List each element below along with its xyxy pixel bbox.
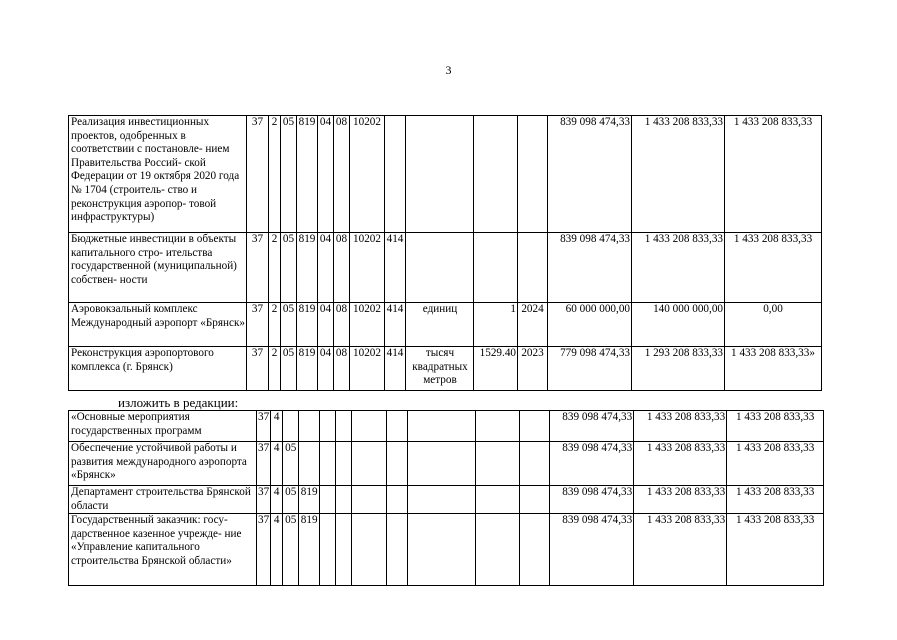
cell-c7 [352, 442, 387, 486]
cell-name: Аэровокзальный комплекс Международный аэропорт «Брянск» [69, 303, 247, 347]
cell-v1: 839 098 474,33 [550, 442, 634, 486]
cell-c1: 37 [257, 411, 271, 442]
table-row [69, 514, 824, 586]
cell-c4: 819 [297, 233, 318, 303]
cell-qty [476, 442, 520, 486]
cell-v2: 1 433 208 833,33 [634, 411, 727, 442]
cell-unit [408, 486, 476, 514]
cell-c7: 10202 [350, 303, 385, 347]
cell-c3: 05 [283, 486, 299, 514]
cell-unit: единиц [406, 303, 474, 347]
cell-qty [474, 116, 518, 233]
cell-c7: 10202 [350, 233, 385, 303]
cell-c4: 819 [297, 347, 318, 391]
cell-year [520, 486, 550, 514]
cell-v3: 1 433 208 833,33 [725, 116, 822, 233]
cell-c5: 04 [318, 347, 334, 391]
cell-qty [474, 233, 518, 303]
cell-c6: 08 [334, 303, 350, 347]
cell-c1: 37 [247, 116, 269, 233]
cell-c8 [387, 514, 408, 586]
cell-v2: 1 433 208 833,33 [634, 442, 727, 486]
cell-c6 [336, 486, 352, 514]
cell-v3: 1 433 208 833,33 [727, 486, 824, 514]
cell-year [520, 514, 550, 586]
cell-v3: 0,00 [725, 303, 822, 347]
cell-year [518, 233, 548, 303]
cell-c4 [299, 411, 320, 442]
cell-c2: 4 [271, 514, 283, 586]
cell-c6 [336, 442, 352, 486]
cell-c4: 819 [299, 486, 320, 514]
cell-c8 [387, 442, 408, 486]
cell-v1: 839 098 474,33 [548, 116, 632, 233]
cell-c3: 05 [283, 514, 299, 586]
cell-c2: 4 [271, 442, 283, 486]
table-row [69, 347, 822, 391]
cell-c4: 819 [299, 514, 320, 586]
page-number: 3 [445, 63, 452, 77]
cell-c3: 05 [281, 233, 297, 303]
cell-c5: 04 [318, 303, 334, 347]
cell-c8 [387, 486, 408, 514]
cell-qty: 1 [474, 303, 518, 347]
cell-qty [476, 514, 520, 586]
cell-c7: 10202 [350, 116, 385, 233]
cell-c5 [320, 486, 336, 514]
cell-c1: 37 [247, 233, 269, 303]
cell-v3: 1 433 208 833,33» [725, 347, 822, 391]
cell-c2: 2 [269, 116, 281, 233]
cell-c8: 414 [385, 347, 406, 391]
cell-v3: 1 433 208 833,33 [727, 411, 824, 442]
cell-c2: 4 [271, 486, 283, 514]
cell-c2: 2 [269, 347, 281, 391]
cell-c1: 37 [247, 347, 269, 391]
cell-year: 2023 [518, 347, 548, 391]
cell-c3: 05 [281, 347, 297, 391]
cell-v1: 60 000 000,00 [548, 303, 632, 347]
cell-v1: 779 098 474,33 [548, 347, 632, 391]
cell-v2: 1 433 208 833,33 [632, 116, 725, 233]
cell-c3 [283, 411, 299, 442]
cell-c2: 2 [269, 303, 281, 347]
cell-c2: 4 [271, 411, 283, 442]
cell-year [520, 442, 550, 486]
cell-name: Реконструкция аэропортового комплекса (г. Брянск) [69, 347, 247, 391]
cell-c7 [352, 514, 387, 586]
table-row [69, 303, 822, 347]
cell-c6 [336, 411, 352, 442]
cell-c5 [320, 411, 336, 442]
table-row [69, 442, 824, 486]
cell-v3: 1 433 208 833,33 [727, 442, 824, 486]
cell-unit [408, 442, 476, 486]
cell-name: Бюджетные инвестиции в объекты капитального стро- ительства государственной (муниципальной) собствен- ности [69, 233, 247, 303]
cell-c7 [352, 486, 387, 514]
cell-v2: 1 433 208 833,33 [632, 233, 725, 303]
cell-c3: 05 [281, 303, 297, 347]
cell-c5 [320, 442, 336, 486]
cell-unit [406, 116, 474, 233]
section-label: изложить в редакции: [118, 395, 239, 410]
cell-c1: 37 [257, 486, 271, 514]
cell-c3: 05 [283, 442, 299, 486]
cell-v1: 839 098 474,33 [550, 411, 634, 442]
cell-v1: 839 098 474,33 [550, 514, 634, 586]
cell-c8 [385, 116, 406, 233]
cell-c5: 04 [318, 116, 334, 233]
cell-c1: 37 [257, 442, 271, 486]
cell-v2: 1 433 208 833,33 [634, 514, 727, 586]
cell-v1: 839 098 474,33 [550, 486, 634, 514]
cell-c2: 2 [269, 233, 281, 303]
cell-year: 2024 [518, 303, 548, 347]
cell-v2: 1 433 208 833,33 [634, 486, 727, 514]
cell-name: Реализация инвестиционных проектов, одобренных в соответствии с постановле- нием Правительства Россий- ской Федерации от 19 октября 2020 года № 1704 (строитель- ство и реконструкция аэропор- товой инфраструктуры) [69, 116, 247, 233]
cell-c1: 37 [257, 514, 271, 586]
cell-v2: 140 000 000,00 [632, 303, 725, 347]
budget-table-old [68, 115, 822, 391]
cell-unit [408, 514, 476, 586]
cell-c7: 10202 [350, 347, 385, 391]
cell-year [518, 116, 548, 233]
cell-c6 [336, 514, 352, 586]
cell-c6: 08 [334, 233, 350, 303]
table-row [69, 486, 824, 514]
cell-unit [406, 233, 474, 303]
cell-c8 [387, 411, 408, 442]
cell-name: Департамент строительства Брянской области [69, 486, 257, 514]
cell-qty [476, 411, 520, 442]
cell-c8: 414 [385, 303, 406, 347]
cell-v3: 1 433 208 833,33 [725, 233, 822, 303]
cell-year [520, 411, 550, 442]
table-row [69, 233, 822, 303]
cell-c6: 08 [334, 347, 350, 391]
cell-c4: 819 [297, 303, 318, 347]
budget-table-new [68, 410, 824, 586]
cell-c3: 05 [281, 116, 297, 233]
cell-qty: 1529.40 [474, 347, 518, 391]
cell-c7 [352, 411, 387, 442]
cell-unit [408, 411, 476, 442]
cell-name: «Основные мероприятия государственных программ [69, 411, 257, 442]
cell-unit: тысяч квадратных метров [406, 347, 474, 391]
cell-c5: 04 [318, 233, 334, 303]
cell-c5 [320, 514, 336, 586]
cell-v2: 1 293 208 833,33 [632, 347, 725, 391]
cell-c4: 819 [297, 116, 318, 233]
cell-name: Государственный заказчик: госу- дарственное казенное учрежде- ние «Управление капитального строительства Брянской области» [69, 514, 257, 586]
table-row [69, 411, 824, 442]
cell-c4 [299, 442, 320, 486]
cell-name: Обеспечение устойчивой работы и развития международного аэропорта «Брянск» [69, 442, 257, 486]
cell-qty [476, 486, 520, 514]
table-row [69, 116, 822, 233]
cell-v1: 839 098 474,33 [548, 233, 632, 303]
cell-c8: 414 [385, 233, 406, 303]
cell-c1: 37 [247, 303, 269, 347]
cell-v3: 1 433 208 833,33 [727, 514, 824, 586]
cell-c6: 08 [334, 116, 350, 233]
